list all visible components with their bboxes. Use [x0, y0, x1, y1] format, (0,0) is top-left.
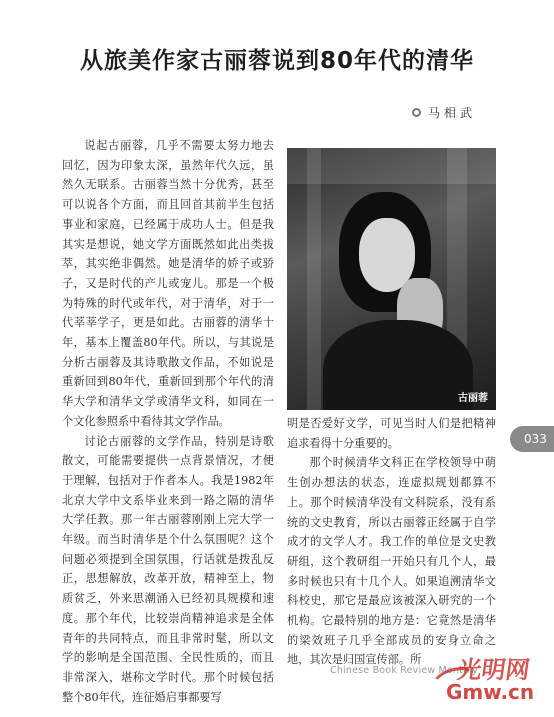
- body-paragraph: 说起古丽蓉，几乎不需要太努力地去回忆，因为印象太深，虽然年代久远，虽然久无联系。古丽蓉当然十分优秀，甚至可以说各个方面，而且回首其前半生包括事业和家庭，已经属于成功人士。但是我其实是想说，她文学方面既然如此出类拔萃，其实绝非偶然。她是清华的娇子或骄子，又是时代的产儿或宠儿。那是一个极为特殊的时代或年代，对于清华，对于一代莘莘学子，更是如此。古丽蓉的清华十年，基本上覆盖80年代。所以，与其说是分析古丽蓉及其诗歌散文作品，不如说是重新回到80年代，重新回到那个年代的清华大学和清华文学或清华文科，如同在一个文化参照系中看待其文学作品。: [62, 139, 274, 428]
- body-paragraph: 讨论古丽蓉的文学作品，特别是诗歌散文，可能需要提供一点背景情况，才便于理解，包括对于作者本人。我是1982年北京大学中文系毕业来到一路之隔的清华大学任教。那一年古丽蓉刚刚上完大学一年级。而当时清华是个什么氛围呢？这个问题必须提到全国氛围，行话就是拨乱反正，思想解放，改革开放，精神至上，物质贫乏，外来思潮涌入已经初具规模和速度。那个年代，比较崇尚精神追求是全体青年的共同特点，而且非常时髦，所以文学的影响是全国范围、全民性质的，而且非常深入，堪称文学时代。那个时候包括整个80年代，连征婚启事都要写: [62, 434, 274, 704]
- left-text-column: [62, 136, 274, 707]
- author-name: 马相武: [427, 106, 476, 120]
- article-title: 从旅美作家古丽蓉说到80年代的清华: [79, 48, 474, 74]
- watermark-site: Gmw.cn: [446, 680, 535, 704]
- photo-caption: 古丽蓉: [458, 393, 488, 404]
- circle-bullet-icon: [412, 108, 421, 117]
- right-text-column: [287, 414, 496, 670]
- portrait-photo: [287, 148, 496, 410]
- page-number: 033: [510, 426, 554, 452]
- body-paragraph: 那个时候清华文科正在学校领导中萌生创办想法的状态，连虚拟规划都算不上。那个时候清华没有文科院系，没有系统的文史教育，所以古丽蓉正经属于自学成才的文学人才。我工作的单位是文史教研组，这个教研组一开始只有几个人，最多时候也只有十几个人。如果追溯清华文科校史，那它是最应该被深入研究的一个机构。它最特别的地方是：它竟然是清华的梁效班子几乎全部成员的安身立命之地，其次是归国宣传部。所: [287, 456, 496, 667]
- author-byline: [412, 104, 476, 121]
- body-paragraph: 明是否爱好文学，可见当时人们是把精神追求看得十分重要的。: [287, 417, 496, 450]
- watermark-logo-text: 光明网: [455, 655, 532, 684]
- publication-footer: Chinese Book Review Monthly: [330, 665, 478, 676]
